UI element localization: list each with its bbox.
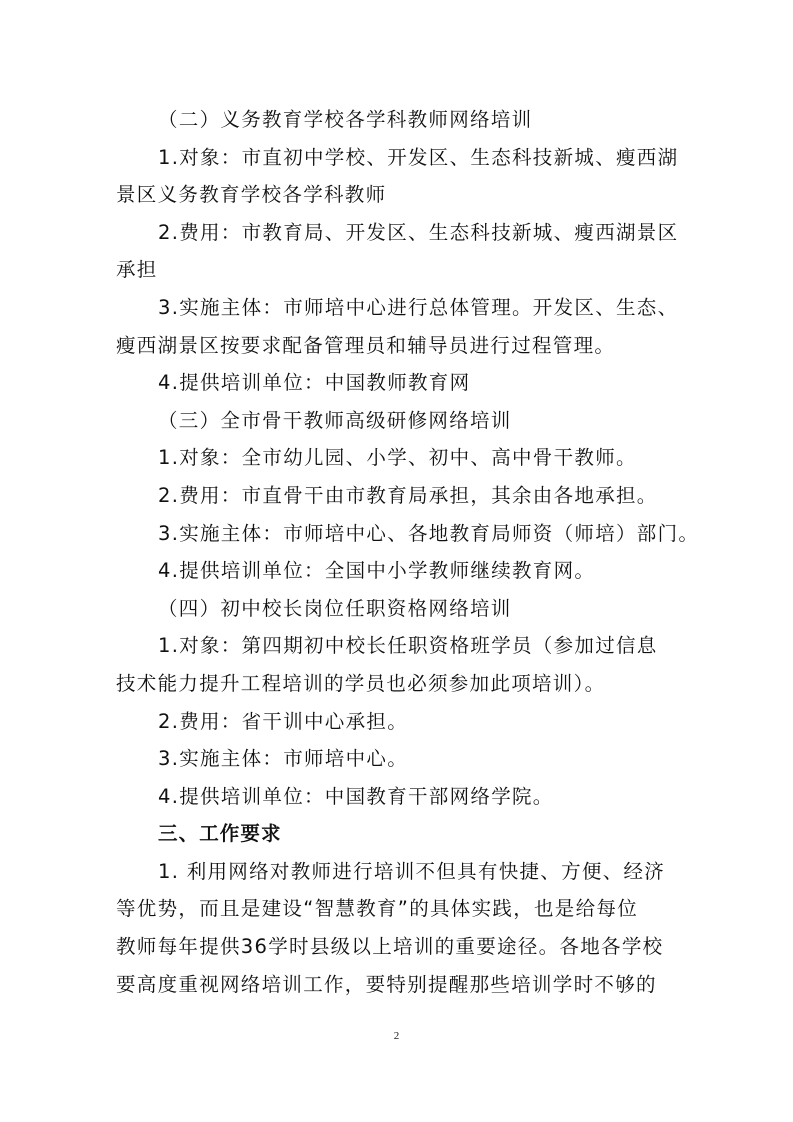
paragraph-line: 1.对象：全市幼儿园、小学、初中、高中骨干教师。 — [158, 446, 637, 470]
paragraph-line: 等优势，而且是建设“智慧教育”的具体实践，也是给每位 — [116, 897, 639, 921]
paragraph-line: 景区义务教育学校各学科教师 — [116, 183, 387, 207]
paragraph-line: 3.实施主体：市师培中心、各地教育局师资（师培）部门。 — [158, 521, 700, 545]
paragraph-line: 教师每年提供36学时县级以上培训的重要途径。各地各学校 — [116, 935, 664, 959]
section-heading-work-requirements: 三、工作要求 — [158, 822, 282, 846]
paragraph-line: 2.费用：市教育局、开发区、生态科技新城、瘦西湖景区 — [158, 220, 679, 244]
paragraph-line: 1.对象：第四期初中校长任职资格班学员（参加过信息 — [158, 634, 658, 658]
page-number: 2 — [393, 1030, 400, 1042]
section-heading-compulsory-education-training: （二）义务教育学校各学科教师网络培训 — [158, 108, 533, 131]
document-body — [116, 101, 700, 1003]
section-heading-backbone-teacher-training: （三）全市骨干教师高级研修网络培训 — [158, 408, 512, 432]
paragraph-line: 4.提供培训单位：全国中小学教师继续教育网。 — [158, 559, 596, 583]
paragraph-line: 瘦西湖景区按要求配备管理员和辅导员进行过程管理。 — [116, 333, 616, 357]
paragraph-line: 要高度重视网络培训工作，要特别提醒那些培训学时不够的 — [116, 972, 657, 996]
paragraph-line: 3.实施主体：市师培中心进行总体管理。开发区、生态、 — [158, 295, 679, 319]
paragraph-line: 1.对象：市直初中学校、开发区、生态科技新城、瘦西湖 — [158, 145, 679, 169]
paragraph-line: 1. 利用网络对教师进行培训不但具有快捷、方便、经济 — [158, 859, 666, 883]
paragraph-line: 4.提供培训单位：中国教师教育网 — [158, 371, 471, 395]
paragraph-line: 技术能力提升工程培训的学员也必须参加此项培训）。 — [116, 671, 606, 695]
paragraph-line: 4.提供培训单位：中国教育干部网络学院。 — [158, 784, 554, 808]
paragraph-line: 承担 — [116, 258, 158, 282]
paragraph-line: 2.费用：市直骨干由市教育局承担，其余由各地承担。 — [158, 483, 658, 507]
paragraph-line: 2.费用：省干训中心承担。 — [158, 709, 409, 733]
section-heading-principal-qualification-training: （四）初中校长岗位任职资格网络培训 — [158, 596, 512, 620]
paragraph-line: 3.实施主体：市师培中心。 — [158, 747, 409, 771]
